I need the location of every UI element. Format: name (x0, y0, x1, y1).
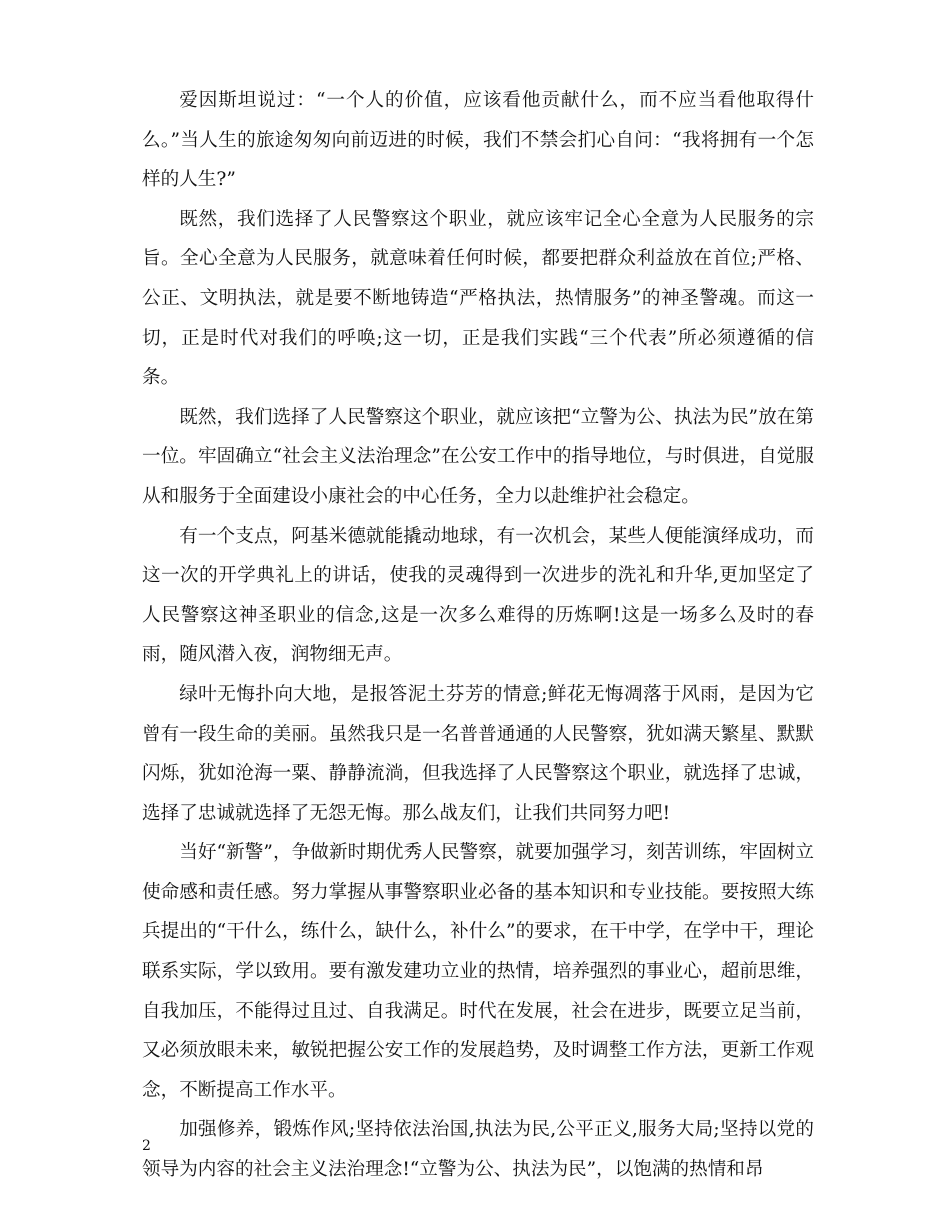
paragraph-1: 爱因斯坦说过：“一个人的价值，应该看他贡献什么，而不应当看他取得什么。”当人生的旅途匆匆向前迈进的时候，我们不禁会扪心自问：“我将拥有一个怎样的人生?” (142, 90, 814, 191)
page-number: 2 (142, 1138, 151, 1154)
paragraph-2: 既然，我们选择了人民警察这个职业，就应该牢记全心全意为人民服务的宗旨。全心全意为人民服务，就意味着任何时候，都要把群众利益放在首位;严格、公正、文明执法，就是要不断地铸造“严格执法，热情服务”的神圣警魂。而这一切，正是时代对我们的呼唤;这一切，正是我们实践“三个代表”所必须遵循的信条。 (142, 208, 814, 389)
paragraph-4: 有一个支点，阿基米德就能撬动地球，有一次机会，某些人便能演绎成功，而这一次的开学典礼上的讲话，使我的灵魂得到一次进步的洗礼和升华,更加坚定了人民警察这神圣职业的信念,这是一次多么难得的历炼啊!这是一场多么及时的春雨，随风潜入夜，润物细无声。 (142, 525, 814, 666)
paragraph-6: 当好“新警”，争做新时期优秀人民警察，就要加强学习，刻苦训练，牢固树立使命感和责任感。努力掌握从事警察职业必备的基本知识和专业技能。要按照大练兵提出的“干什么，练什么，缺什么，补什么”的要求，在干中学，在学中干，理论联系实际，学以致用。要有激发建功立业的热情，培养强烈的事业心，超前思维，自我加压，不能得过且过、自我满足。时代在发展，社会在进步，既要立足当前，又必须放眼未来，敏锐把握公安工作的发展趋势，及时调整工作方法，更新工作观念，不断提高工作水平。 (142, 842, 814, 1101)
paragraph-3: 既然，我们选择了人民警察这个职业，就应该把“立警为公、执法为民”放在第一位。牢固确立“社会主义法治理念”在公安工作中的指导地位，与时俱进，自觉服从和服务于全面建设小康社会的中心任务，全力以赴维护社会稳定。 (142, 406, 814, 507)
paragraph-7: 加强修养，锻炼作风;坚持依法治国,执法为民,公平正义,服务大局;坚持以党的领导为内容的社会主义法治理念!“立警为公、执法为民”，以饱满的热情和昂 (142, 1119, 814, 1181)
document-body (142, 81, 814, 1190)
paragraph-5: 绿叶无悔扑向大地，是报答泥土芬芳的情意;鲜花无悔凋落于风雨，是因为它曾有一段生命的美丽。虽然我只是一名普普通通的人民警察，犹如满天繁星、默默闪烁，犹如沧海一粟、静静流淌，但我选择了人民警察这个职业，就选择了忠诚，选择了忠诚就选择了无怨无悔。那么战友们，让我们共同努力吧! (142, 683, 814, 824)
